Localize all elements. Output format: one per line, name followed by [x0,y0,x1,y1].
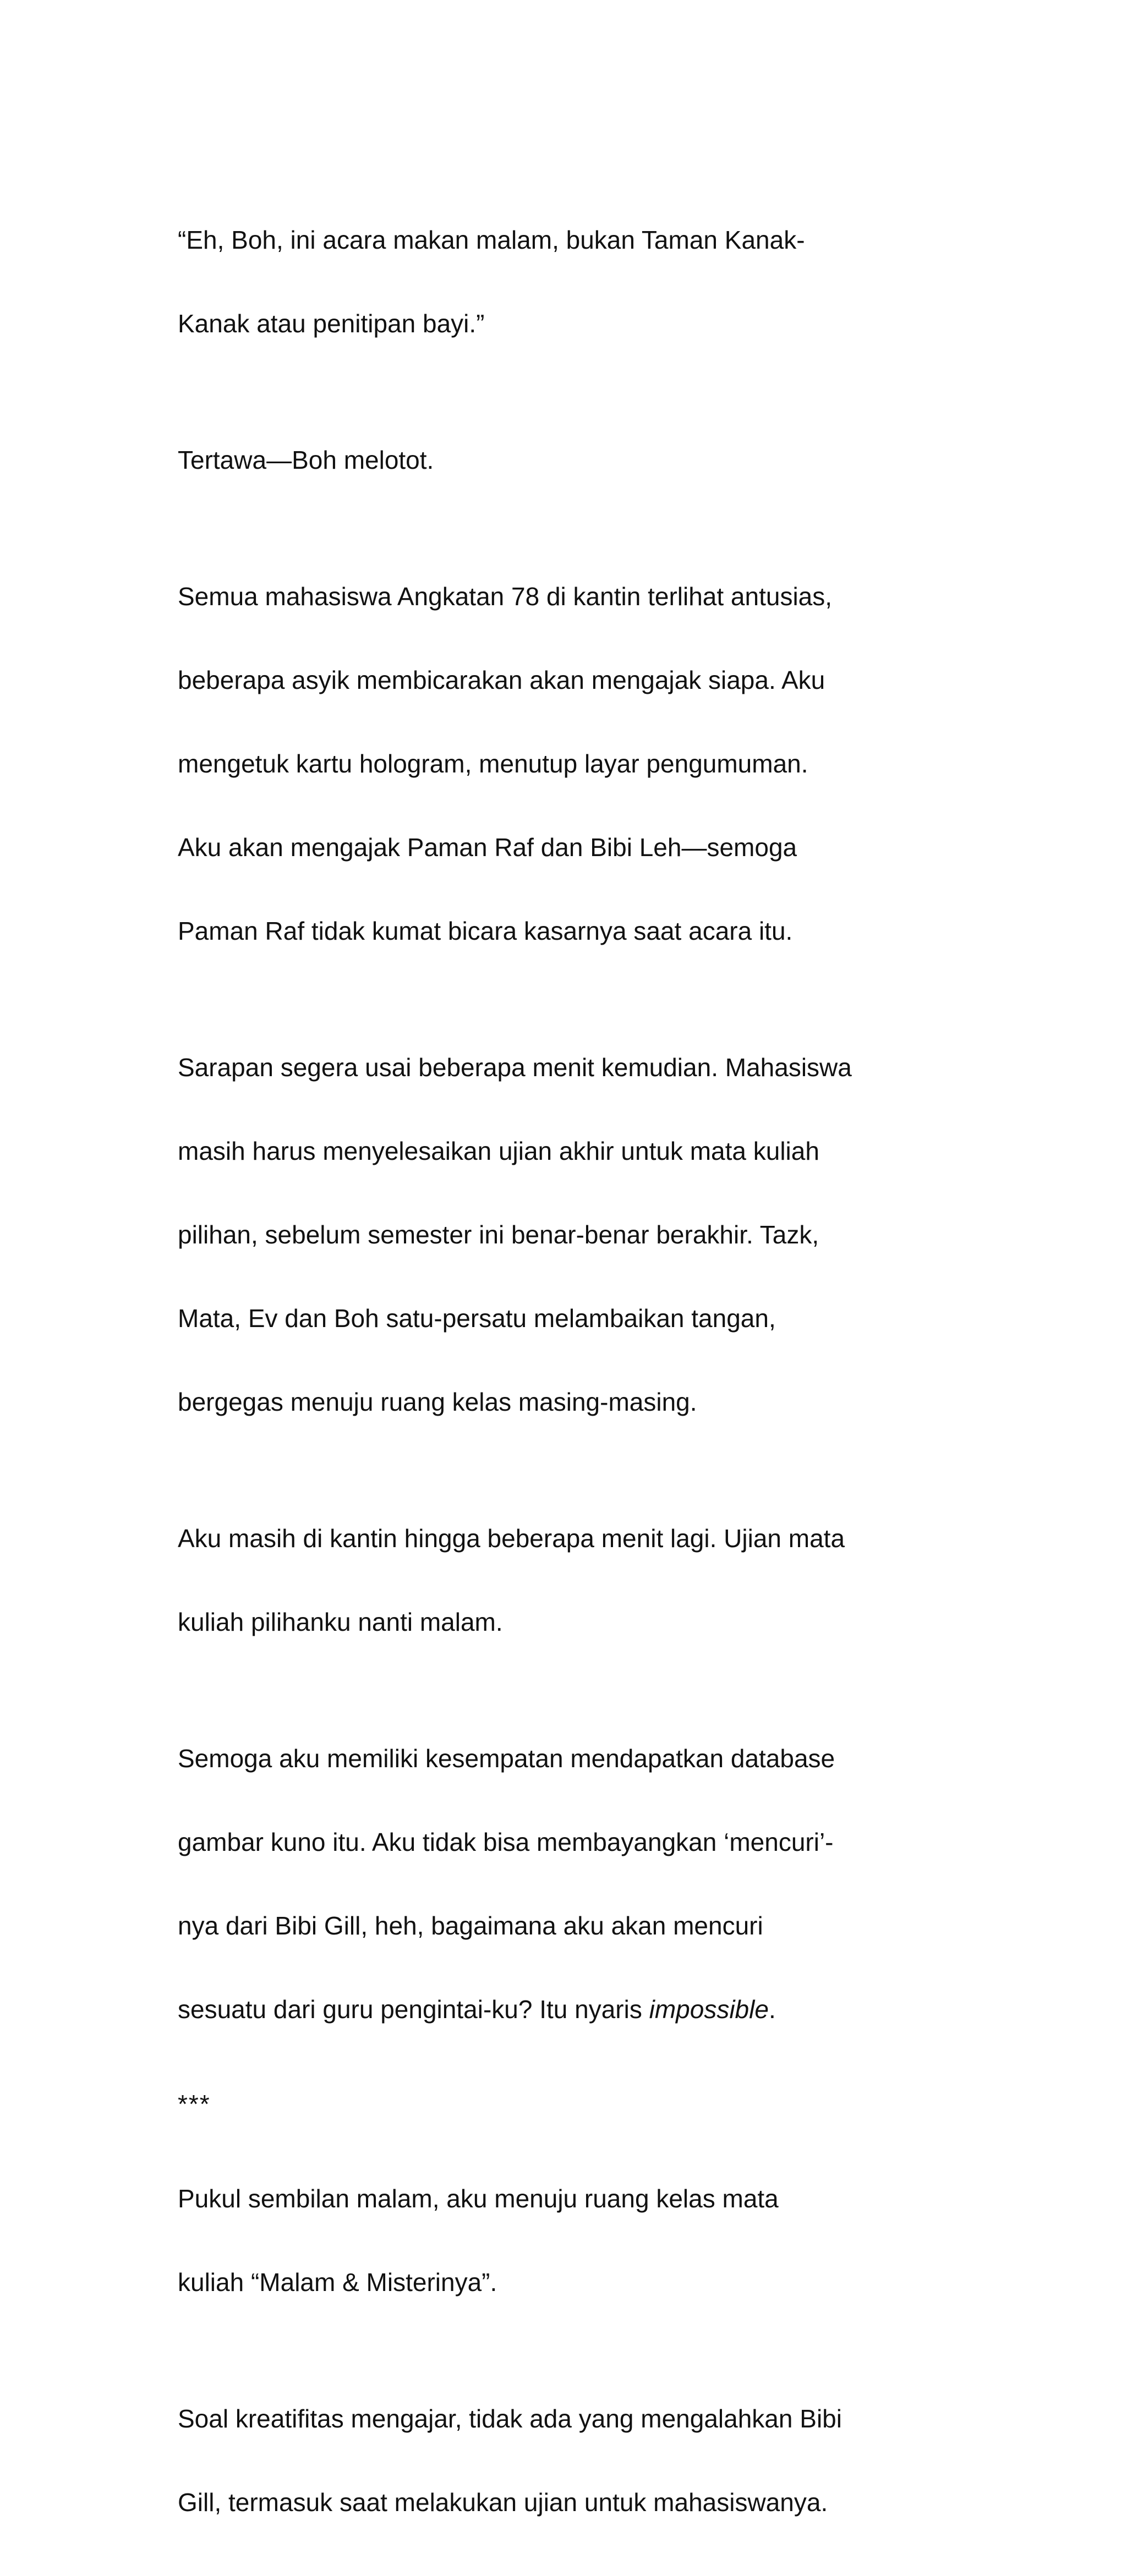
text-line: Semoga aku memiliki kesempatan mendapatkan database [178,1744,835,1773]
text-line: Sarapan segera usai beberapa menit kemudian. Mahasiswa [178,1053,852,1082]
text-line: Tertawa—Boh melotot. [178,446,434,474]
body-text [178,177,970,2576]
text-span: sesuatu dari guru pengintai-ku? Itu nyaris [178,1995,649,2024]
text-line: Semua mahasiswa Angkatan 78 di kantin terlihat antusias, [178,582,833,611]
text-line: nya dari Bibi Gill, heh, bagaimana aku akan mencuri [178,1911,763,1940]
paragraph-3 [178,534,970,994]
paragraph-8 [178,2356,970,2565]
text-line: Paman Raf tidak kumat bicara kasarnya saat acara itu. [178,917,793,945]
text-line: gambar kuno itu. Aku tidak bisa membayangkan ‘mencuri’- [178,1828,834,1856]
text-line: Soal kreatifitas mengajar, tidak ada yang mengalahkan Bibi [178,2404,842,2433]
text-line [178,1988,970,2030]
section-separator: *** [178,2090,211,2118]
paragraph-4 [178,1005,970,1465]
italic-word: impossible [649,1995,769,2024]
paragraph-2 [178,397,970,523]
text-line: Pukul sembilan malam, aku menuju ruang kelas mata [178,2184,779,2213]
text-line: mengetuk kartu hologram, menutup layar pengumuman. [178,749,808,778]
text-line: pilihan, sebelum semester ini benar-benar berakhir. Tazk, [178,1220,819,1249]
text-span: . [768,1995,776,2024]
text-line: masih harus menyelesaikan ujian akhir untuk mata kuliah [178,1137,819,1165]
paragraph-7 [178,2136,970,2345]
text-line: kuliah “Malam & Misterinya”. [178,2268,497,2297]
text-line: Aku akan mengajak Paman Raf dan Bibi Leh—semoga [178,833,797,862]
paragraph-1 [178,177,970,386]
paragraph-5 [178,1476,970,1685]
paragraph-6 [178,1696,970,2072]
text-line: Mata, Ev dan Boh satu-persatu melambaikan tangan, [178,1304,776,1333]
text-line: Kanak atau penitipan bayi.” [178,309,485,338]
text-line: Gill, termasuk saat melakukan ujian untuk mahasiswanya. [178,2488,828,2517]
text-line: beberapa asyik membicarakan akan mengajak siapa. Aku [178,666,825,694]
text-line: “Eh, Boh, ini acara makan malam, bukan Taman Kanak- [178,226,805,254]
text-line: bergegas menuju ruang kelas masing-masing. [178,1388,697,1416]
text-line: Aku masih di kantin hingga beberapa menit lagi. Ujian mata [178,1524,845,1553]
text-line: kuliah pilihanku nanti malam. [178,1608,503,1636]
